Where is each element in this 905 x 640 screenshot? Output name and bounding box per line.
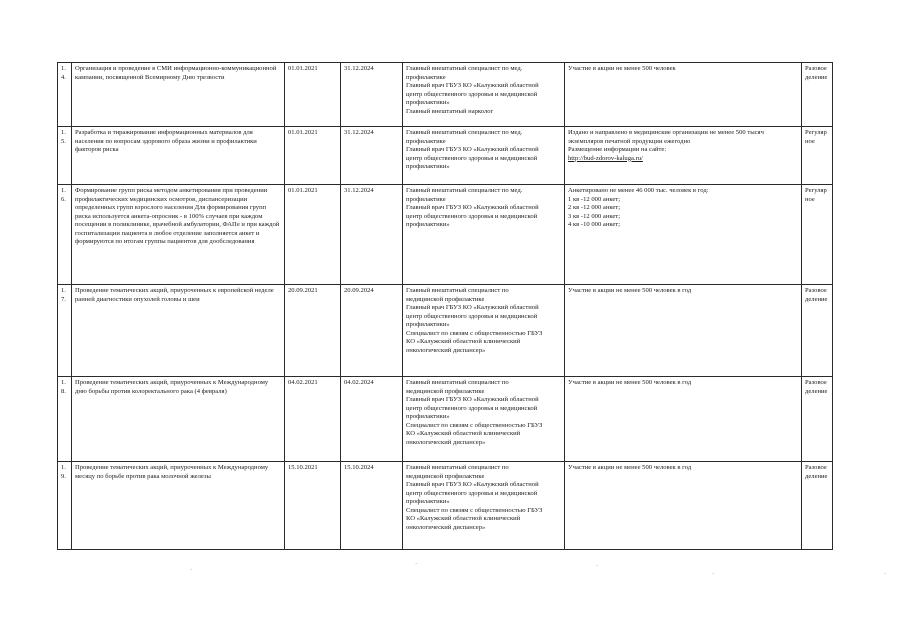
periodicity-line: деление: [805, 387, 828, 395]
expected-result: [565, 462, 802, 550]
activity-name: Проведение тематических акций, приуроченных к европейской неделе ранней диагностики опухолей головы и шеи: [72, 285, 285, 377]
responsible-persons-line: центр общественного здоровья и медицинской: [406, 312, 538, 320]
periodicity-line: Регулярное: [805, 129, 827, 145]
responsible-persons-line: Главный внештатный специалист по мед.: [406, 187, 523, 194]
expected-result: [565, 185, 802, 285]
scan-speck: ·: [596, 562, 599, 570]
start-date: 20.09.2021: [285, 285, 341, 377]
activity-name: Проведение тематических акций, приуроченных к Международному дню борьбы против колоректального рака (4 февраля): [72, 377, 285, 462]
start-date: 15.10.2021: [285, 462, 341, 550]
end-date: 31.12.2024: [341, 185, 403, 285]
expected-result-line: 4 кв -10 000 анкет;: [568, 221, 621, 229]
responsible-persons-line: Специалист по связям с общественностью ГБУЗ: [406, 421, 543, 429]
responsible-persons-line: Главный внештатный специалист по: [406, 379, 509, 386]
responsible-persons: [403, 377, 565, 462]
responsible-persons-line: профилактике: [406, 137, 446, 145]
responsible-persons-line: профилактики»: [406, 498, 450, 506]
expected-result: [565, 127, 802, 185]
responsible-persons-line: центр общественного здоровья и медицинской: [406, 489, 538, 497]
responsible-persons-line: профилактики»: [406, 413, 450, 421]
periodicity-line: Разовое: [805, 287, 827, 294]
responsible-persons-line: Главный врач ГБУЗ КО «Калужский областной: [406, 396, 539, 404]
expected-result-line: http://bud-zdorov-kaluga.ru/: [568, 154, 643, 162]
expected-result-line: 2 кв -12 000 анкет;: [568, 204, 621, 212]
end-date: 20.09.2024: [341, 285, 403, 377]
responsible-persons-line: медицинской профилактике: [406, 387, 485, 395]
expected-result-line: Издано и направлено в медицинские организации не менее 500 тысяч экземпляров печатной продукции ежегодно: [568, 129, 764, 145]
table-row: [58, 63, 833, 127]
row-number: 1.8.: [58, 377, 72, 462]
activity-name: Разработка и тиражирование информационных материалов для населения по вопросам здорового образа жизни и профилактики факторов риска: [72, 127, 285, 185]
expected-result-line: Участие в акции не менее 500 человек в год: [568, 287, 692, 294]
periodicity: [802, 285, 833, 377]
periodicity: [802, 462, 833, 550]
start-date: 04.02.2021: [285, 377, 341, 462]
periodicity: [802, 377, 833, 462]
activity-name: Формирование групп риска методом анкетирования при проведении профилактических медицинских осмотров, диспансеризации определенных групп взрослого населения Для формирования групп риска используется анкета-опросник - в 100% случаев при каждом посещении в поликлинике, врачебной амбулатории, ФАПе и при каждой госпитализации пациента в любое отделение заполняется анкет и формируются по итогам группы пациентов для дообследования: [72, 185, 285, 285]
periodicity: [802, 127, 833, 185]
responsible-persons: [403, 63, 565, 127]
start-date: 01.01.2021: [285, 127, 341, 185]
responsible-persons-line: Главный врач ГБУЗ КО «Калужский областной: [406, 146, 539, 154]
row-number: 1.9.: [58, 462, 72, 550]
responsible-persons-line: профилактики»: [406, 99, 450, 107]
periodicity-line: Регулярное: [805, 187, 827, 203]
responsible-persons-line: Специалист по связям с общественностью ГБУЗ: [406, 329, 543, 337]
activity-name: Проведение тематических акций, приуроченных к Международному месяцу по борьбе против рака молочной железы: [72, 462, 285, 550]
responsible-persons-line: онкологический диспансер»: [406, 346, 486, 354]
table-row: [58, 462, 833, 550]
periodicity-line: Разовое: [805, 65, 827, 72]
responsible-persons-line: Главный внештатный специалист по мед.: [406, 129, 523, 136]
table-row: [58, 127, 833, 185]
expected-result-line: Размещение информации на сайте:: [568, 146, 667, 154]
end-date: 15.10.2024: [341, 462, 403, 550]
expected-result: [565, 377, 802, 462]
responsible-persons-line: КО «Калужский областной клинический: [406, 430, 521, 438]
expected-result: [565, 285, 802, 377]
responsible-persons-line: профилактики»: [406, 321, 450, 329]
table-row: [58, 377, 833, 462]
responsible-persons-line: профилактики»: [406, 221, 450, 229]
start-date: 01.01.2021: [285, 63, 341, 127]
responsible-persons-line: КО «Калужский областной клинический: [406, 515, 521, 523]
periodicity-line: деление: [805, 73, 828, 81]
row-number: 1.4.: [58, 63, 72, 127]
responsible-persons-line: Главный врач ГБУЗ КО «Калужский областной: [406, 304, 539, 312]
expected-result: [565, 63, 802, 127]
expected-result-line: Участие в акции не менее 500 человек: [568, 65, 676, 72]
activity-name: Организация и проведение в СМИ информационно-коммуникационной кампании, посвященной Всемирному Дню трезвости: [72, 63, 285, 127]
responsible-persons-line: медицинской профилактике: [406, 472, 485, 480]
responsible-persons: [403, 185, 565, 285]
row-number: 1.5.: [58, 127, 72, 185]
responsible-persons-line: Главный врач ГБУЗ КО «Калужский областной: [406, 82, 539, 90]
responsible-persons-line: профилактике: [406, 195, 446, 203]
responsible-persons-line: центр общественного здоровья и медицинской: [406, 404, 538, 412]
periodicity-line: деление: [805, 472, 828, 480]
start-date: 01.01.2021: [285, 185, 341, 285]
responsible-persons-line: профилактики»: [406, 163, 450, 171]
responsible-persons: [403, 462, 565, 550]
periodicity: [802, 185, 833, 285]
expected-result-line: 3 кв -12 000 анкет;: [568, 212, 621, 220]
responsible-persons-line: Главный внештатный специалист по мед.: [406, 65, 523, 72]
scan-speck: ·: [415, 560, 418, 568]
expected-result-line: Участие в акции не менее 500 человек в год: [568, 379, 692, 386]
responsible-persons-line: Главный врач ГБУЗ КО «Калужский областной: [406, 204, 539, 212]
periodicity-line: деление: [805, 295, 828, 303]
table-row: [58, 285, 833, 377]
responsible-persons-line: центр общественного здоровья и медицинской: [406, 212, 538, 220]
responsible-persons: [403, 285, 565, 377]
responsible-persons-line: Специалист по связям с общественностью ГБУЗ: [406, 506, 543, 514]
scan-speck: ·: [884, 570, 887, 578]
responsible-persons-line: Главный внештатный нарколог: [406, 107, 494, 115]
expected-result-line: Участие в акции не менее 500 человек в год: [568, 464, 692, 471]
responsible-persons-line: Главный внештатный специалист по: [406, 287, 509, 294]
periodicity-line: Разовое: [805, 464, 827, 471]
responsible-persons-line: медицинской профилактике: [406, 295, 485, 303]
responsible-persons-line: Главный внештатный специалист по: [406, 464, 509, 471]
responsible-persons-line: онкологический диспансер»: [406, 438, 486, 446]
activities-table: [57, 62, 833, 550]
row-number: 1.7.: [58, 285, 72, 377]
responsible-persons-line: онкологический диспансер»: [406, 523, 486, 531]
table-row: [58, 185, 833, 285]
periodicity: [802, 63, 833, 127]
end-date: 31.12.2024: [341, 63, 403, 127]
responsible-persons-line: центр общественного здоровья и медицинской: [406, 154, 538, 162]
responsible-persons-line: Главный врач ГБУЗ КО «Калужский областной: [406, 481, 539, 489]
scan-speck: ·: [190, 566, 193, 574]
scan-speck: ·: [712, 570, 715, 578]
periodicity-line: Разовое: [805, 379, 827, 386]
expected-result-line: Анкетировано не менее 46 000 тыс. человек в год:: [568, 187, 709, 194]
responsible-persons-line: профилактике: [406, 73, 446, 81]
row-number: 1.6.: [58, 185, 72, 285]
expected-result-line: 1 кв -12 000 анкет;: [568, 195, 621, 203]
responsible-persons: [403, 127, 565, 185]
end-date: 04.02.2024: [341, 377, 403, 462]
responsible-persons-line: КО «Калужский областной клинический: [406, 338, 521, 346]
end-date: 31.12.2024: [341, 127, 403, 185]
responsible-persons-line: центр общественного здоровья и медицинской: [406, 90, 538, 98]
